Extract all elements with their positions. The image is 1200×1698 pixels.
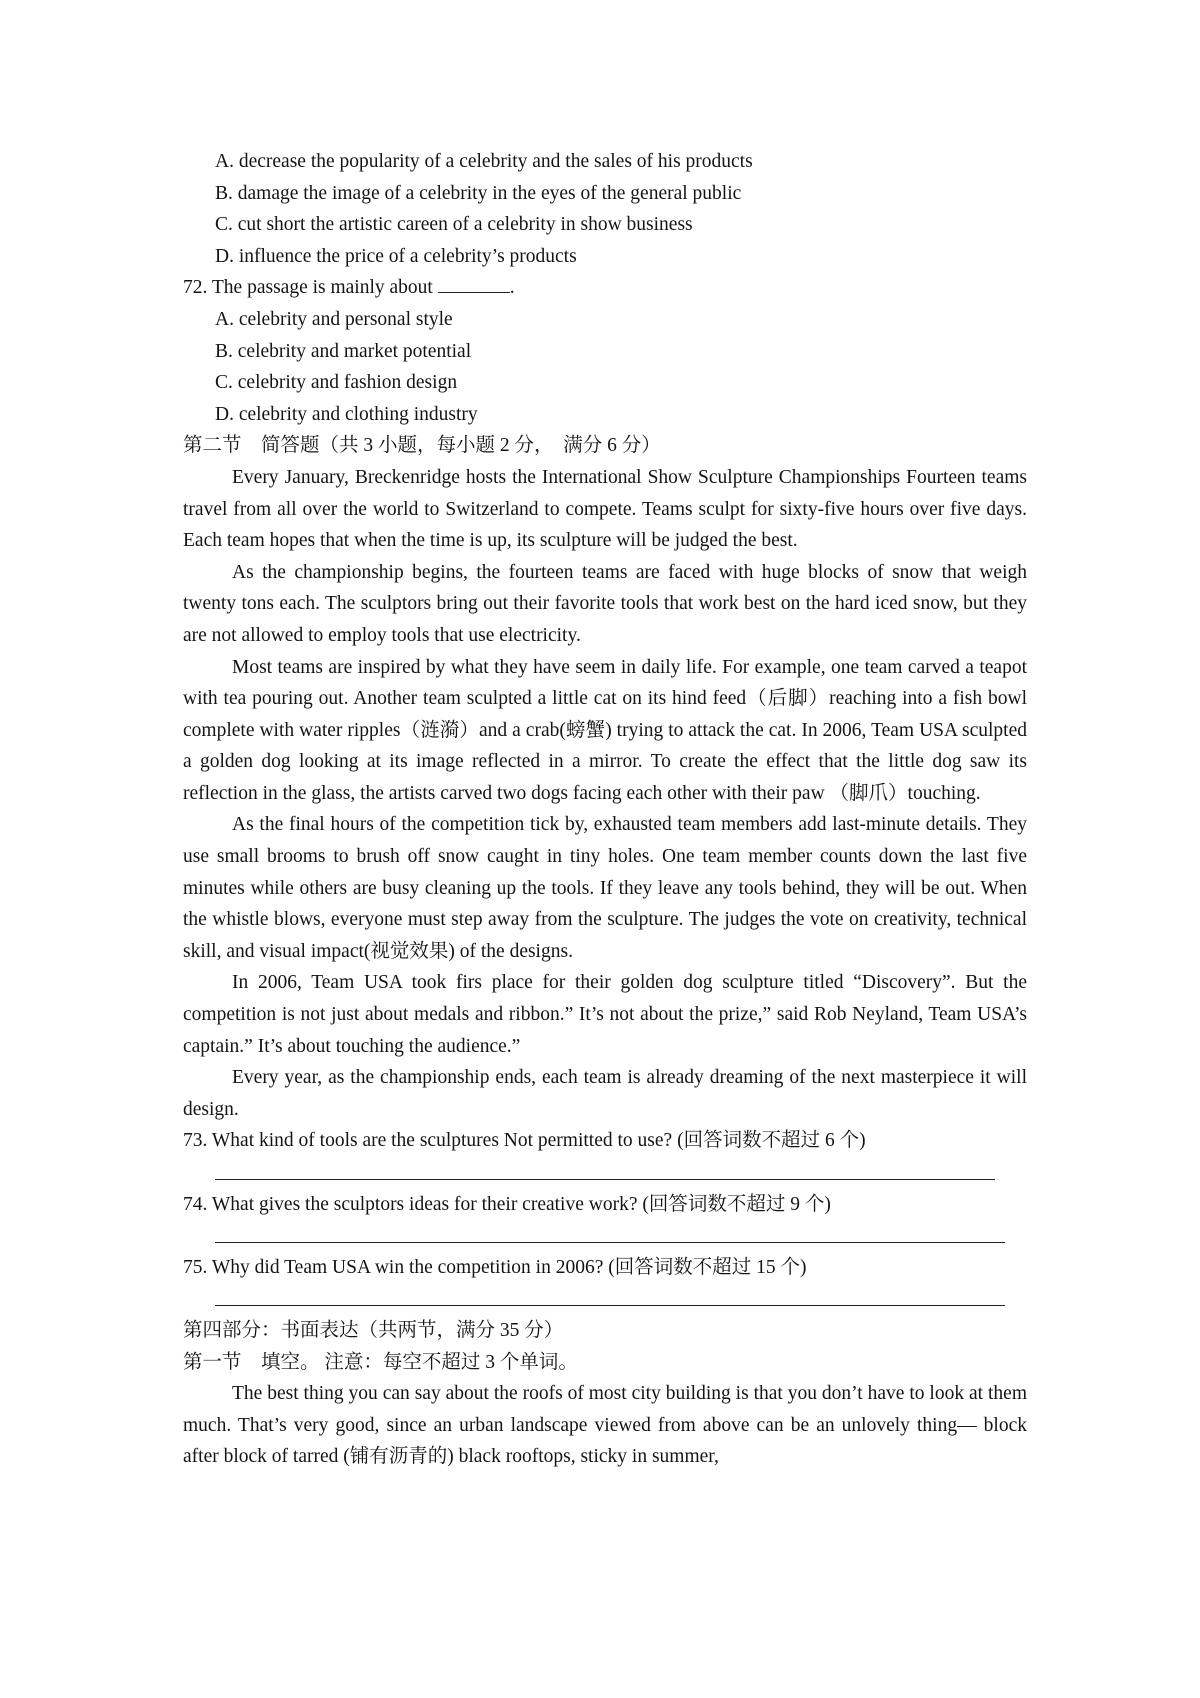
q71-option-d: D. influence the price of a celebrity’s products	[215, 245, 577, 267]
q71-option-a: A. decrease the popularity of a celebrity and the sales of his products	[215, 151, 753, 172]
question-75: 75. Why did Team USA win the competition in 2006? (回答词数不超过 15 个)	[183, 1256, 807, 1278]
passage-paragraph-1: Every January, Breckenridge hosts the International Show Sculpture Championships Fourteen teams travel from all over the world to Switzerland to compete. Teams sculpt for sixty-five hours over five days. Each team hopes that when the time is up, its sculpture will be judged the best.	[183, 466, 1027, 552]
passage-paragraph-5: In 2006, Team USA took firs place for their golden dog sculpture titled “Discovery”. But the competition is not just about medals and ribbon.” It’s not about the prize,” said Rob Neyland, Team USA’s captain.” It’s about touching the audience.”	[183, 972, 1027, 1057]
answer-line-75	[215, 1305, 1005, 1306]
answer-73[interactable]	[183, 1157, 1027, 1189]
passage-paragraph-6: Every year, as the championship ends, each team is already dreaming of the next masterpiece it will design.	[183, 1067, 1027, 1120]
q72-stem	[183, 272, 1027, 304]
answer-line-73	[215, 1179, 995, 1180]
section1-heading: 第一节 填空。 注意：每空不超过 3 个单词。	[183, 1351, 578, 1373]
answer-74[interactable]	[183, 1220, 1027, 1252]
passage-paragraph-3: Most teams are inspired by what they have seem in daily life. For example, one team carved a teapot with tea pouring out. Another team sculpted a little cat on its hind feed（后脚）reaching into a fish bowl complete with water ripples（涟漪）and a crab(螃蟹) trying to attack the cat. In 2006, Team USA sculpted a golden dog looking at its image reflected in a mirror. To create the effect that the little dog saw its reflection in the glass, the artists carved two dogs facing each other with their paw （脚爪）touching.	[183, 656, 1027, 804]
part4-heading: 第四部分：书面表达（共两节，满分 35 分）	[183, 1319, 564, 1341]
q72-blank[interactable]	[438, 274, 510, 293]
question-74: 74. What gives the sculptors ideas for their creative work? (回答词数不超过 9 个)	[183, 1193, 831, 1215]
answer-75[interactable]	[183, 1283, 1027, 1315]
q72-option-b: B. celebrity and market potential	[215, 340, 472, 362]
passage-paragraph-2: As the championship begins, the fourteen teams are faced with huge blocks of snow that weigh twenty tons each. The sculptors bring out their favorite tools that work best on the hard iced snow, but they are not allowed to employ tools that use electricity.	[183, 561, 1027, 646]
q71-option-b: B. damage the image of a celebrity in the eyes of the general public	[215, 182, 742, 204]
q72-option-a: A. celebrity and personal style	[215, 308, 453, 330]
q72-stem-end: .	[509, 277, 515, 299]
q72-option-d: D. celebrity and clothing industry	[215, 403, 478, 425]
answer-line-74	[215, 1242, 1005, 1243]
exam-page	[183, 146, 1027, 1473]
final-passage: The best thing you can say about the roofs of most city building is that you don’t have to look at them much. That’s very good, since an urban landscape viewed from above can be an unlovely thing— block after block of tarred (铺有沥青的) black rooftops, sticky in summer,	[183, 1383, 1027, 1468]
q72-stem-text: 72. The passage is mainly about	[183, 277, 438, 299]
q71-option-c: C. cut short the artistic careen of a celebrity in show business	[215, 214, 693, 236]
question-73: 73. What kind of tools are the sculptures Not permitted to use? (回答词数不超过 6 个)	[183, 1130, 866, 1152]
q72-option-c: C. celebrity and fashion design	[215, 372, 458, 394]
section2-heading: 第二节 简答题（共 3 小题，每小题 2 分， 满分 6 分）	[183, 435, 661, 457]
passage-paragraph-4: As the final hours of the competition tick by, exhausted team members add last-minute details. They use small brooms to brush off snow caught in tiny holes. One team member counts down the last five minutes while others are busy cleaning up the tools. If they leave any tools behind, they will be out. When the whistle blows, everyone must step away from the sculpture. The judges the vote on creativity, technical skill, and visual impact(视觉效果) of the designs.	[183, 814, 1027, 962]
